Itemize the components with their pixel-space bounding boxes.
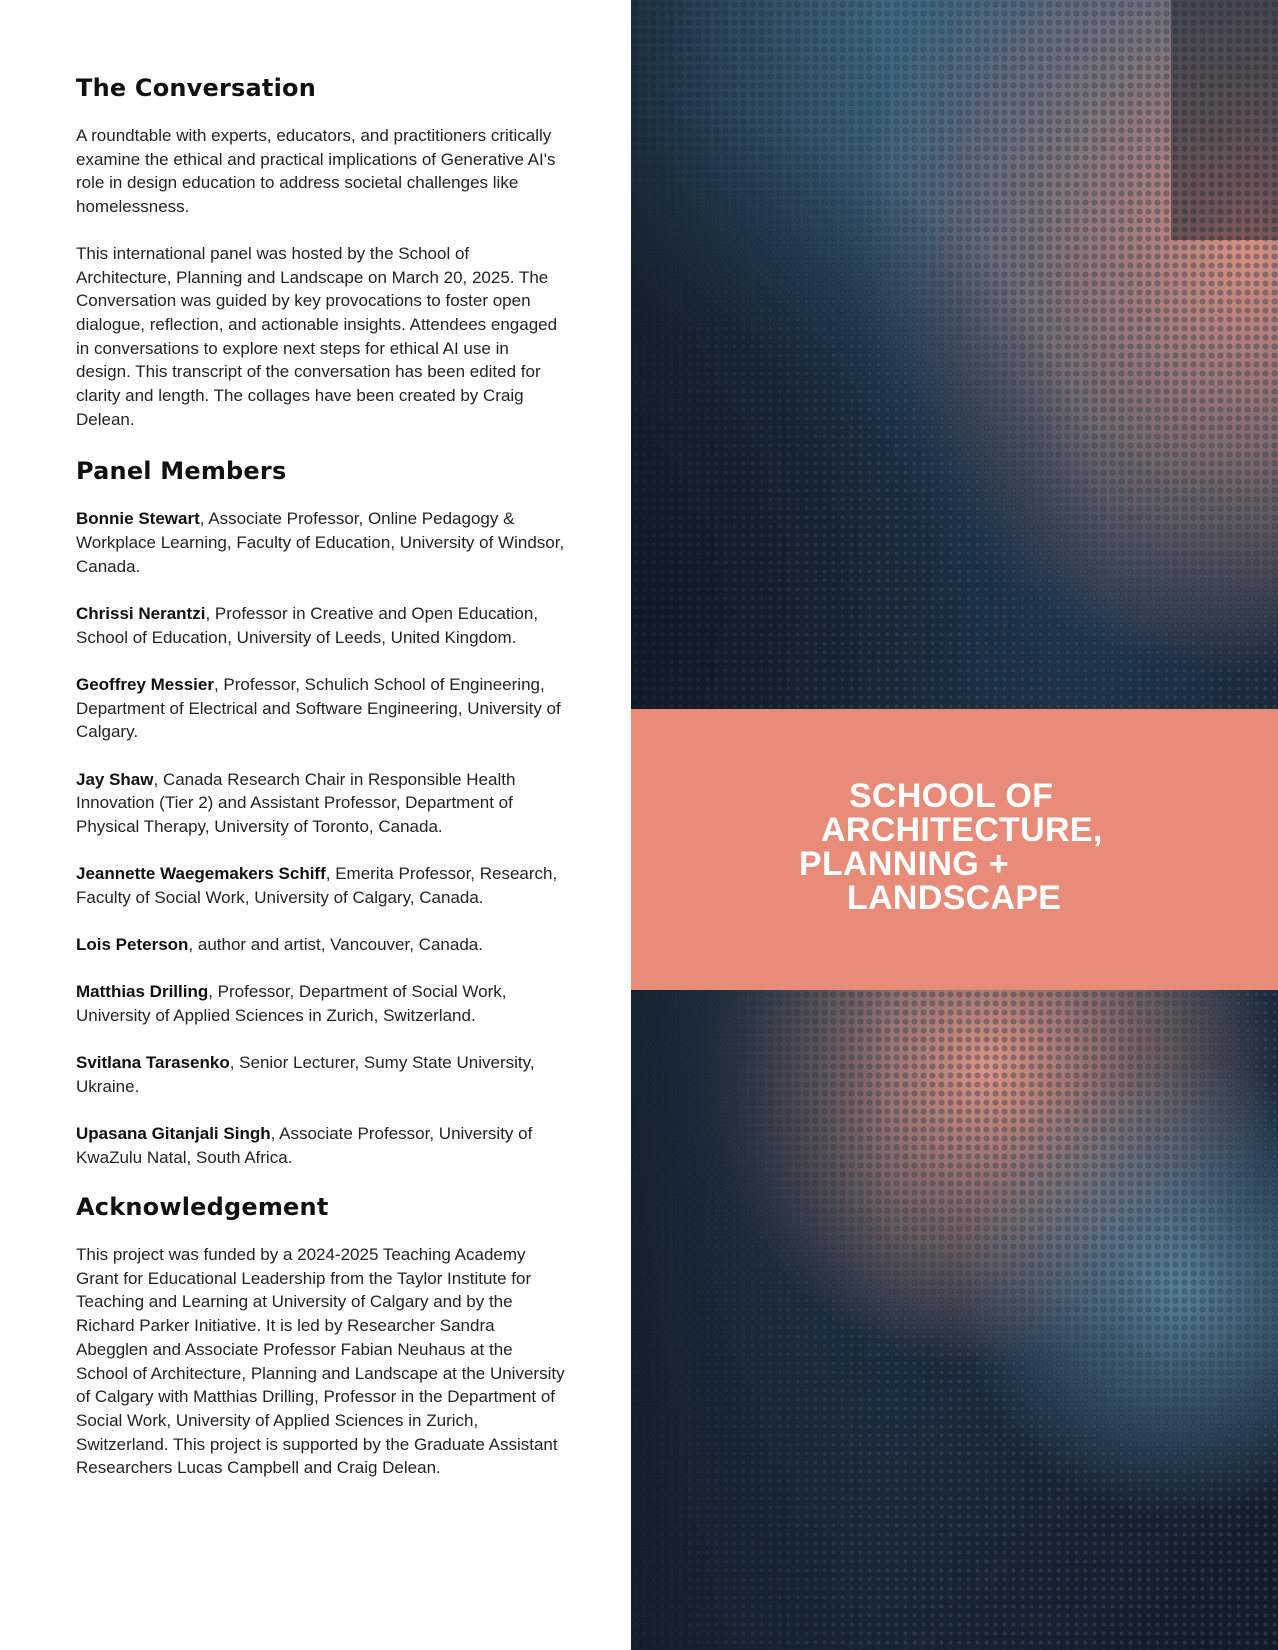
member-name: Geoffrey Messier: [76, 674, 214, 694]
conversation-heading: The Conversation: [76, 74, 316, 102]
panel-member: [76, 1051, 566, 1098]
member-name: Svitlana Tarasenko: [76, 1053, 230, 1073]
school-name-line-1: SCHOOL OF: [849, 777, 1054, 815]
panel-member: [76, 507, 566, 578]
school-name-line-2: ARCHITECTURE,: [821, 811, 1103, 849]
school-name-line-3: PLANNING +: [799, 845, 1009, 883]
member-name: Jay Shaw: [76, 769, 154, 789]
member-description: , Professor, Schulich School of Engineering, Department of Electrical and Software Engineering, University of Calgary.: [76, 674, 561, 742]
text-content: [76, 74, 566, 1480]
school-name: [631, 709, 1278, 990]
member-description: , Professor, Department of Social Work, University of Applied Sciences in Zurich, Switzerland.: [76, 982, 507, 1025]
panel-member: [76, 980, 566, 1027]
school-name-line-4: LANDSCAPE: [847, 879, 1062, 917]
school-banner: [631, 709, 1278, 990]
conversation-paragraph-1: A roundtable with experts, educators, and practitioners critically examine the ethical and practical implications of Generative AI's role in design education to address societal challenges like homelessness.: [76, 126, 556, 217]
member-description: , Associate Professor, Online Pedagogy & Workplace Learning, Faculty of Education, University of Windsor, Canada.: [76, 509, 565, 576]
top-right-dark-streak: [1171, 0, 1278, 240]
bottom-left-fade: [631, 990, 1278, 1650]
member-name: Jeannette Waegemakers Schiff: [76, 864, 326, 884]
member-name: Matthias Drilling: [76, 982, 209, 1002]
member-description: , Canada Research Chair in Responsible Health Innovation (Tier 2) and Assistant Professor, Department of Physical Therapy, University of Toronto, Canada.: [76, 769, 516, 836]
conversation-paragraph-2: This international panel was hosted by the School of Architecture, Planning and Landscape on March 20, 2025. The Conversation was guided by key provocations to foster open dialogue, reflection, and actionable insights. Attendees engaged in conversations to explore next steps for ethical AI use in design. This transcript of the conversation has been edited for clarity and length. The collages have been created by Craig Delean.: [76, 243, 558, 429]
member-description: , Senior Lecturer, Sumy State University, Ukraine.: [76, 1053, 535, 1096]
panel-member: [76, 1122, 566, 1169]
panel-members-heading: Panel Members: [76, 457, 287, 486]
panel-member: [76, 673, 566, 744]
acknowledgement-paragraph: This project was funded by a 2024-2025 Teaching Academy Grant for Educational Leadership from the Taylor Institute for Teaching and Learning at University of Calgary and by the Richard Parker Initiative. It is led by Researcher Sandra Abegglen and Associate Professor Fabian Neuhaus at the School of Architecture, Planning and Landscape at the University of Calgary with Matthias Drilling, Professor in the Department of Social Work, University of Applied Sciences in Zurich, Switzerland. This project is supported by the Graduate Assistant Researchers Lucas Campbell and Craig Delean.: [76, 1245, 565, 1478]
member-name: Bonnie Stewart: [76, 509, 200, 529]
panel-member: [76, 933, 566, 957]
panel-members-list: [76, 507, 566, 1169]
member-name: Lois Peterson: [76, 935, 189, 955]
member-description: , Professor in Creative and Open Education, School of Education, University of Leeds, United Kingdom.: [76, 604, 539, 647]
member-name: Upasana Gitanjali Singh: [76, 1124, 271, 1144]
member-description: , Associate Professor, University of KwaZulu Natal, South Africa.: [76, 1124, 533, 1167]
panel-member: [76, 862, 566, 909]
acknowledgement-heading: Acknowledgement: [76, 1193, 329, 1221]
cover-image-panel: [631, 0, 1278, 1650]
panel-member: [76, 602, 566, 649]
text-column: [0, 0, 631, 1650]
member-description: , author and artist, Vancouver, Canada.: [188, 935, 483, 955]
panel-member: [76, 768, 566, 839]
member-description: , Emerita Professor, Research, Faculty of Social Work, University of Calgary, Canada.: [76, 864, 558, 907]
member-name: Chrissi Nerantzi: [76, 604, 206, 624]
